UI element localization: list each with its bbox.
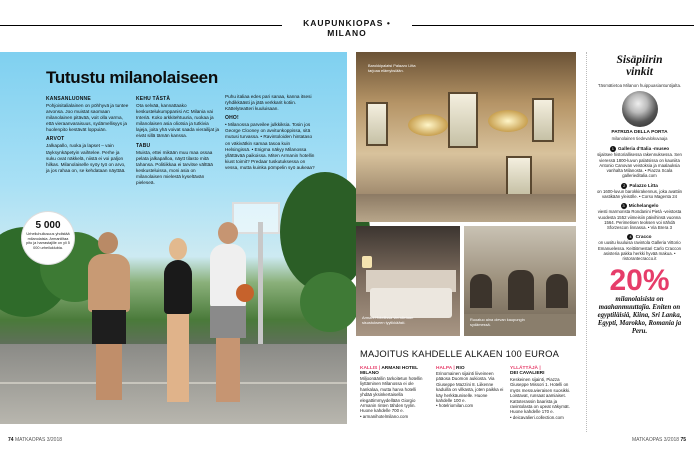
promo-percentage: 20% [609, 263, 670, 297]
column-heading: TABU [136, 142, 151, 149]
text-column-1 [46, 94, 130, 177]
publication: MATKAOPAS 3/2018 [14, 437, 63, 443]
chandelier [488, 110, 528, 132]
person-left [86, 232, 134, 412]
chandelier [408, 114, 448, 136]
text-column-2 [136, 94, 220, 189]
stat-value: 5 000 [35, 220, 61, 231]
stat-badge [22, 212, 74, 264]
text-column-3 [225, 94, 315, 174]
person-legs [216, 338, 240, 402]
palace-window [532, 98, 554, 142]
tip-number: 2 [623, 182, 626, 188]
tip-number: 3 [622, 203, 625, 209]
street-photo [464, 226, 576, 336]
person-middle [160, 238, 196, 412]
promo-text: milanolaisista on maahanmuuttajia. Eniten on egyptiläisiä, Kiina, Sri Lanka, Egypti, Marokko, Romania ja Peru. [597, 295, 682, 336]
stay-column-3 [510, 366, 578, 420]
column-text: Jalkapallo, ruoka ja lapset – vain täyksynkäpetyin vaihtelee. Perhe ja suku ovat näkkelä, niistä ei voi paljon hilkas. Milanolaiselle syöy työ on arvo, ja jos rahaa on, se kehdataan näyttää. [46, 143, 126, 173]
page-header [0, 0, 694, 52]
page-number: 74 [8, 437, 14, 443]
tip-text: on uusitu kuuluisa ravintola Galleria Vittorio Emanuelessa. Keittiömestari Carlo Craccon asisteria pakka herkki hyvää makua. • ristorantecracco.it [597, 240, 682, 262]
column-text: Ota selvää, kannattaako keskustelukumppanisi AC Milania vai Interiä. Koko arkkitehtuuria, ruokaa ja milanolaisen asia oliotsia ja tutkivia lajeja, joita yhä voivat saada vierailijat ja eivät sillä tämän kanssa. [136, 103, 220, 139]
person-shorts [92, 310, 126, 344]
stay-tag: YLLÄTTÄJÄ | [510, 366, 541, 371]
stay-column-1 [360, 366, 428, 419]
column-heading: KEHU TÄSTÄ [136, 96, 171, 102]
tip-title: Cracco [635, 234, 652, 240]
tip-title: Galleria d'Italia -museo [618, 146, 670, 152]
person-torso [164, 260, 192, 314]
photo-caption: Tanssillisen tanssissa voi esiintyä Milanon Naviglio-kanavan maitolla urheilutapaajat. [257, 444, 323, 460]
street-caption: Ruoatuo aina olevan kaupungin sydämessä. [470, 317, 525, 327]
stay-link[interactable]: • deicavalieri.collection.com [510, 414, 564, 420]
accommodation-heading: MAJOITUS KAHDELLE ALKAEN 100 EUROA [360, 348, 560, 359]
column-text: Pohjoisitalialainen on pöhhyvä ja tuntee arvonsa. Joo muistat saomaan milanolainen pitävää, voit olla varma, että vieraanvaraisuus, sydämellisyys ja huolenpito kestävät loppuiän. [46, 103, 129, 133]
column-text: Muista, ettei mikään muu maa ossaa pelata jalkapalloa, näytt tilasto mitä tahansa. Politiikkaa ei tarvitse välttää keskusteluissa, moni asia on milanolaisen mielestä kyseltävän pieleseä. [136, 149, 213, 186]
column-text: Puhu italiaa edes pari sanaa, kanna itsesi ryhdikkäästi ja jätä verkkarit kotiin. Kättelyteatteri kuuluisaan. [225, 94, 312, 112]
expert-name: PATRIZIA DELLA PORTA [611, 130, 668, 136]
sidebar-title-line: Sisäpiirin [616, 54, 663, 66]
tip-item [593, 234, 686, 261]
expert-role: milanolainen tiedevalokuvaaja [611, 136, 668, 142]
stay-link[interactable]: • armanihotelmilano.com [360, 413, 409, 419]
palace-floor [356, 194, 576, 222]
publication: MATKAOPAS 3/2018 [631, 437, 680, 443]
section-title: KAUPUNKIOPAS • MILANO [282, 18, 412, 38]
stay-tag-label: KALLIS [360, 366, 378, 371]
hotel-room-photo [356, 226, 460, 336]
column-heading: OHO! [225, 115, 239, 122]
stay-text: Miljoonäärilin tarkoitetun hotellin liyttäminen Milanossa ei ole hankalaa, mutta harva hotelli yhdää yksinkertaisella elegattimmyydellään Giorgio Armanin rinten tähden tyylin. Huone kahdelle 700 e. [360, 376, 423, 414]
person-shorts [210, 306, 246, 338]
person-legs [167, 314, 189, 402]
stay-tag: HALPA | RIO [436, 366, 465, 371]
tip-number: 4 [629, 234, 632, 240]
tip-item [593, 203, 686, 230]
footer-left [8, 437, 62, 443]
tip-text: sijaitsee historiallisessa rakennuksessa. Sen vieressä 1800-luvun palatsissa on kauniita Antonio Canovan veistoksia ja maalauksia vanhalta Milanosta. • Piazza Scala gallerieditalia.com [597, 152, 682, 179]
stay-tag-label: YLLÄTTÄJÄ [510, 366, 538, 371]
building-arch [546, 274, 568, 308]
person-right [204, 222, 252, 414]
sidebar-title [593, 54, 686, 78]
stay-name: RIO [456, 366, 465, 371]
stay-tag-label: HALPA [436, 366, 452, 371]
hotel-caption: Armani Hotellissa vierailetaan sisustukseen tyylikkäästi. [362, 315, 414, 325]
person-head [218, 222, 238, 244]
tip-title: Palazzo Litta [629, 182, 658, 188]
tip-text: viesti marmorista Rondanini Pietà -veistosta vuodesta 1552 viimeisiin päivihinsä vuonna 1564. Perimetisen teoksen voi nähdä Sforzescon linnassa. • Via Brera 3 [597, 209, 682, 231]
tip-number: 1 [611, 146, 614, 152]
tip-item [593, 183, 686, 200]
person-torso [88, 254, 130, 312]
lamp [362, 256, 372, 268]
person-head [98, 232, 118, 254]
insider-tips-sidebar [586, 52, 686, 432]
tip-item [593, 146, 686, 178]
column-heading: ARVOT [46, 136, 65, 143]
stay-column-2 [436, 366, 504, 409]
bed [370, 288, 452, 318]
avatar [622, 91, 658, 127]
stay-name: ARMANI HOTEL MILANO [360, 366, 419, 376]
basketball [236, 284, 254, 302]
stay-name: DEI CAVALIERI [510, 371, 545, 376]
tip-title: Michelangelo [628, 203, 659, 209]
palace-window [506, 156, 532, 196]
person-head [169, 238, 187, 260]
palace-caption: Barokkipalatsi Palazzo Litta tarjoaa elämyksiään. [368, 63, 416, 73]
stay-text: Erinomainen sijainti liiveineen pääosa Duomon aukiosta. Via Giuseppe Mazzini 8. Liikenne kaduilla on vilkasta, joten paikka ei käy herkkäuniselle. Huone kahdelle 100 e. [436, 371, 504, 404]
column-heading: KANSANLUONNE [46, 96, 91, 102]
tree [300, 272, 360, 332]
stay-tag: KALLIS | ARMANI HOTEL MILANO [360, 366, 419, 376]
tip-text: on 1600-luvun barokkirakennus, joka avattiin vastikään yleisölle. • Corso Magenta 24 [596, 188, 683, 199]
article-title: Tutustu milanolaiseen [46, 68, 218, 87]
building-arch [508, 270, 534, 310]
stay-link[interactable]: • hotelriomilan.com [436, 403, 474, 409]
palace-window [366, 102, 388, 146]
sidebar-title-line: vinkit [626, 66, 653, 78]
palace-window [448, 92, 478, 148]
building-arch [470, 274, 492, 308]
person-legs [96, 344, 122, 400]
sidebar-intro: Täsmätietoa Milanon huippuasiantuntijalta. [597, 83, 682, 88]
page-number: 75 [680, 437, 686, 443]
column-text: • Milanossa parveilee julkkiksia. Tosin jos George Clooney on avvitunkoppissa, sitä mutusi turvassa. • Ravintoloiden hintataso on väkivätkin samaa tasoa kuin Helsingissä. • Enigma näkyy Milanossa yllättävää paikoissa. Miten Armanin hotellin kiust toimit? Predaar tuskutuksessa on vessa, mutta kuinka pömpelin syö aukeaa? [225, 122, 315, 170]
footer-right [632, 437, 686, 443]
stat-text: Urheiluhullusuus yhdistää milanolaisia. Armaniiltaa pito ja harrastajille on yli 5 000 urheiluklubia. [26, 232, 70, 250]
stay-text: Keskeinen sijainti, Piazza Giuseppe Missori 1. Hotelli on myös messuvieraisen suosikki. Loistavat, runsaat aamiaiset. Kattoterassin baarista ja ravintolasta on upeat näkymät. Huone kahdelle 170 e. [510, 377, 571, 415]
palace-photo [356, 52, 576, 222]
